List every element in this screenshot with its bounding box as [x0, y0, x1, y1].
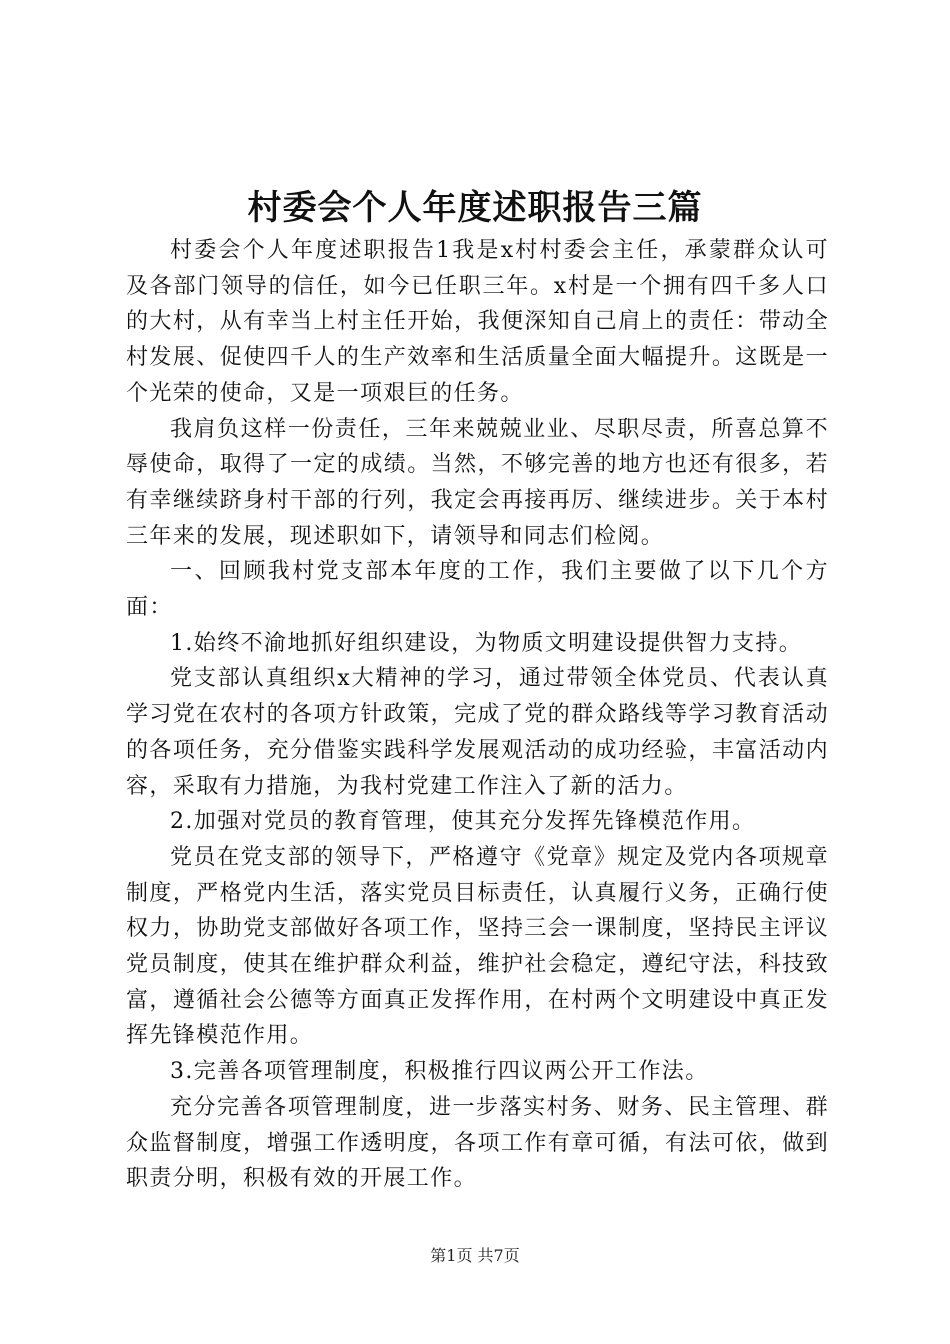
- paragraph: 党支部认真组织x大精神的学习，通过带领全体党员、代表认真学习党在农村的各项方针政策，完成了党的群众路线等学习教育活动的各项任务，充分借鉴实践科学发展观活动的成功经验，丰富活动内容，采取有力措施，为我村党建工作注入了新的活力。: [126, 666, 829, 799]
- paragraph: 3.完善各项管理制度，积极推行四议两公开工作法。: [170, 1059, 709, 1085]
- document-body: [126, 233, 829, 1197]
- paragraph: 2.加强对党员的教育管理，使其充分发挥先锋模范作用。: [170, 809, 756, 835]
- paragraph: 我肩负这样一份责任，三年来兢兢业业、尽职尽责，所喜总算不辱使命，取得了一定的成绩。当然，不够完善的地方也还有很多，若有幸继续跻身村干部的行列，我定会再接再厉、继续进步。关于本村三年来的发展，现述职如下，请领导和同志们检阅。: [126, 416, 829, 549]
- paragraph: 1.始终不渝地抓好组织建设，为物质文明建设提供智力支持。: [170, 630, 803, 656]
- page-footer: 第1页 共7页: [430, 1246, 520, 1265]
- paragraph: 一、回顾我村党支部本年度的工作，我们主要做了以下几个方面：: [126, 559, 829, 621]
- paragraph: 充分完善各项管理制度，进一步落实村务、财务、民主管理、群众监督制度，增强工作透明度，各项工作有章可循，有法可依，做到职责分明，积极有效的开展工作。: [126, 1094, 829, 1192]
- paragraph: 党员在党支部的领导下，严格遵守《党章》规定及党内各项规章制度，严格党内生活，落实党员目标责任，认真履行义务，正确行使权力，协助党支部做好各项工作，坚持三会一课制度，坚持民主评议党员制度，使其在维护群众利益，维护社会稳定，遵纪守法，科技致富，遵循社会公德等方面真正发挥作用，在村两个文明建设中真正发挥先锋模范作用。: [126, 844, 829, 1049]
- paragraph: 村委会个人年度述职报告1我是x村村委会主任，承蒙群众认可及各部门领导的信任，如今已任职三年。x村是一个拥有四千多人口的大村，从有幸当上村主任开始，我便深知自己肩上的责任：带动全村发展、促使四千人的生产效率和生活质量全面大幅提升。这既是一个光荣的使命，又是一项艰巨的任务。: [126, 238, 829, 406]
- document-title: 村委会个人年度述职报告三篇: [247, 188, 703, 228]
